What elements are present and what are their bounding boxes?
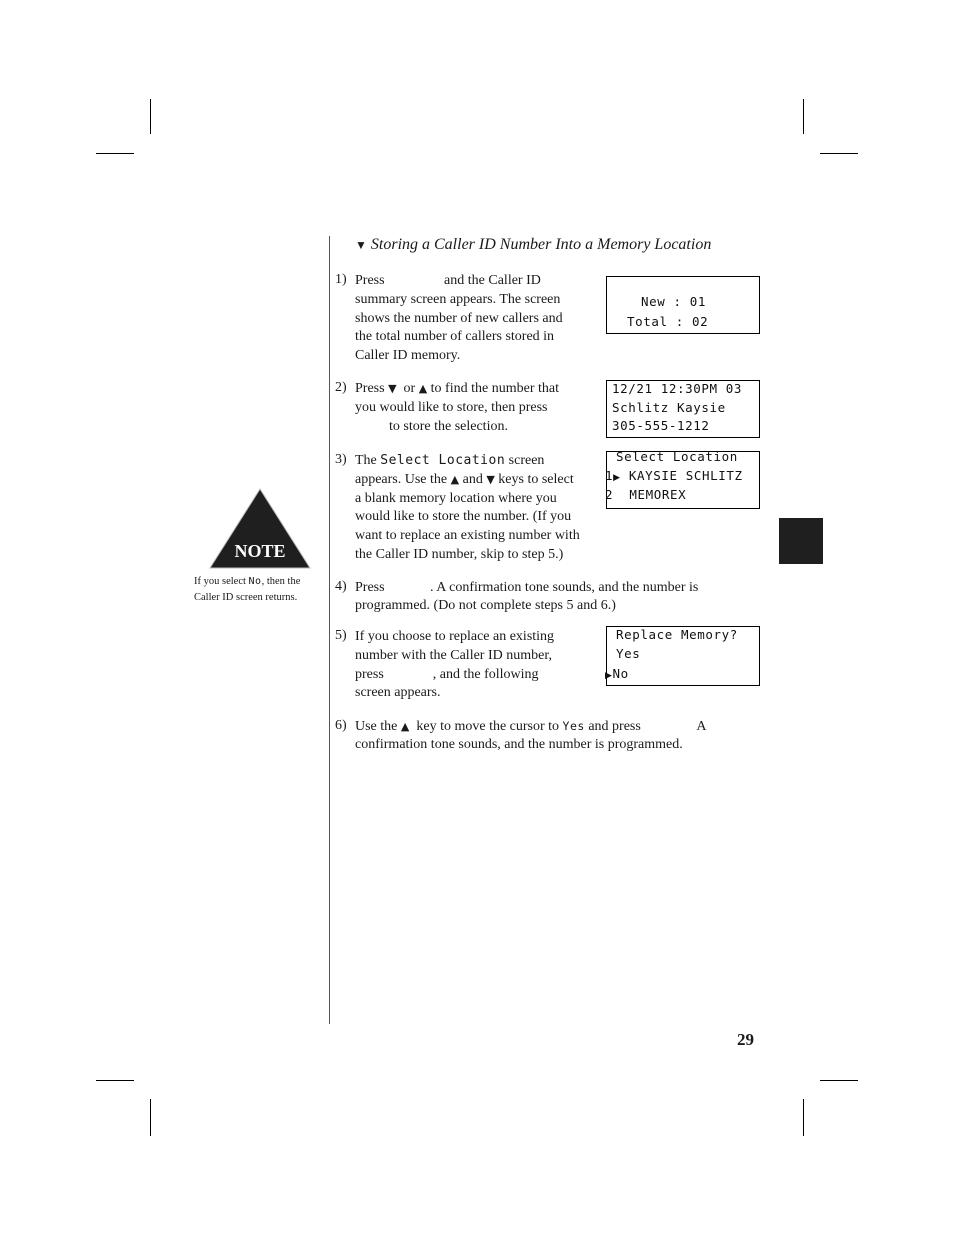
step-number: 3) bbox=[335, 452, 347, 467]
press-word: Press bbox=[355, 381, 385, 396]
step-text: Use the bbox=[355, 719, 398, 734]
step-line: you would like to store, then press bbox=[355, 399, 548, 415]
lcd-caller-screen bbox=[606, 380, 760, 438]
step-line: the total number of callers stored in bbox=[355, 329, 555, 345]
step-number: 6) bbox=[335, 718, 347, 733]
step-line bbox=[355, 718, 706, 736]
crop-mark bbox=[803, 99, 804, 134]
lcd-row-name: MEMOREX bbox=[629, 487, 687, 502]
step-text: key to move the cursor to bbox=[416, 719, 560, 734]
note-label: NOTE bbox=[234, 541, 286, 561]
lcd-line: New : 01 bbox=[641, 294, 707, 309]
crop-mark bbox=[820, 153, 858, 154]
lcd-line: Schlitz Kaysie bbox=[612, 400, 726, 415]
down-triangle-icon: ▼ bbox=[355, 238, 367, 252]
note-line bbox=[194, 574, 300, 590]
lcd-line: Replace Memory? bbox=[616, 627, 738, 642]
step-line: the Caller ID number, skip to step 5.) bbox=[355, 546, 564, 562]
step-line: Press . A confirmation tone sounds, and the number is bbox=[355, 580, 699, 595]
lcd-line: 305-555-1212 bbox=[612, 418, 710, 433]
lcd-line bbox=[605, 487, 686, 502]
down-arrow-icon: ▼ bbox=[388, 382, 397, 395]
step-text: A bbox=[696, 719, 707, 734]
step-text: keys to select bbox=[498, 471, 574, 487]
step-3-text bbox=[355, 452, 580, 565]
step-line: If you choose to replace an existing bbox=[355, 629, 555, 644]
section-title: Storing a Caller ID Number Into a Memory Location bbox=[370, 236, 712, 253]
note-line: Caller ID screen returns. bbox=[194, 592, 298, 603]
no-option: No bbox=[248, 576, 262, 587]
step-line bbox=[355, 452, 580, 471]
the-word: The bbox=[355, 453, 377, 468]
step-line: number with the Caller ID number, bbox=[355, 647, 552, 663]
section-heading bbox=[355, 236, 711, 254]
step-line: want to replace an existing number with bbox=[355, 528, 580, 544]
yes-option: Yes bbox=[562, 719, 585, 733]
lcd-row-number: 1 bbox=[605, 468, 614, 483]
crop-mark bbox=[150, 99, 151, 134]
step-line: press , and the following bbox=[355, 666, 539, 682]
step-text: screen bbox=[508, 453, 545, 468]
lcd-line: 12/21 12:30PM 03 bbox=[612, 381, 743, 396]
crop-mark bbox=[150, 1099, 151, 1136]
step-6-text bbox=[355, 718, 706, 753]
step-line: summary screen appears. The screen bbox=[355, 291, 561, 307]
note-text-part: , then the bbox=[261, 576, 301, 587]
step-line: shows the number of new callers and bbox=[355, 310, 563, 326]
page-number: 29 bbox=[737, 1030, 754, 1049]
step-text: appears. Use the bbox=[355, 471, 448, 487]
lcd-row-name: KAYSIE SCHLITZ bbox=[628, 468, 743, 483]
step-text: and press bbox=[588, 719, 641, 734]
step-number: 2) bbox=[335, 380, 347, 395]
margin-rule bbox=[329, 236, 330, 1024]
step-2-text bbox=[355, 380, 559, 436]
screen-name: Select Location bbox=[380, 453, 506, 468]
lcd-replace-memory-screen bbox=[606, 626, 760, 686]
up-arrow-icon: ▲ bbox=[450, 472, 460, 486]
cursor-pointer-icon: ▶ bbox=[613, 473, 621, 483]
lcd-line: Yes bbox=[616, 646, 641, 661]
step-4-text bbox=[355, 579, 698, 614]
lcd-row-number: 2 bbox=[605, 487, 614, 502]
step-line: screen appears. bbox=[355, 685, 441, 701]
lcd-line: Total : 02 bbox=[627, 314, 709, 329]
up-arrow-icon: ▲ bbox=[418, 382, 428, 395]
crop-mark bbox=[96, 1080, 134, 1081]
step-line: confirmation tone sounds, and the number is programmed. bbox=[355, 736, 683, 752]
crop-mark bbox=[96, 153, 134, 154]
step-number: 5) bbox=[335, 628, 347, 643]
down-arrow-icon: ▼ bbox=[486, 472, 495, 486]
note-text-part: If you select bbox=[194, 576, 246, 587]
and-word: and bbox=[462, 471, 483, 487]
lcd-select-location-screen bbox=[606, 451, 760, 509]
step-line: to store the selection. bbox=[389, 418, 508, 434]
step-line bbox=[355, 471, 580, 490]
lcd-line: Select Location bbox=[616, 449, 738, 464]
step-line: Caller ID memory. bbox=[355, 348, 461, 364]
step-number: 1) bbox=[335, 272, 347, 287]
step-5-text bbox=[355, 628, 554, 703]
note-text bbox=[194, 574, 300, 606]
step-line: a blank memory location where you bbox=[355, 490, 557, 506]
up-arrow-icon: ▲ bbox=[400, 720, 410, 733]
lcd-line bbox=[605, 666, 629, 681]
thumb-tab bbox=[779, 518, 823, 564]
step-line: Press and the Caller ID bbox=[355, 273, 541, 288]
step-line: programmed. (Do not complete steps 5 and 6.) bbox=[355, 597, 616, 613]
note-warning-icon bbox=[208, 487, 312, 571]
step-line: would like to store the number. (If you bbox=[355, 509, 572, 525]
lcd-summary-screen bbox=[606, 276, 760, 334]
crop-mark bbox=[820, 1080, 858, 1081]
or-word: or bbox=[403, 381, 416, 396]
lcd-line bbox=[605, 468, 743, 483]
cursor-pointer-icon: ▶ bbox=[605, 671, 613, 681]
step-1-text bbox=[355, 272, 563, 366]
step-number: 4) bbox=[335, 579, 347, 594]
lcd-option-no: No bbox=[612, 666, 629, 681]
step-text: to find the number that bbox=[430, 381, 559, 396]
step-line bbox=[355, 380, 559, 399]
crop-mark bbox=[803, 1099, 804, 1136]
